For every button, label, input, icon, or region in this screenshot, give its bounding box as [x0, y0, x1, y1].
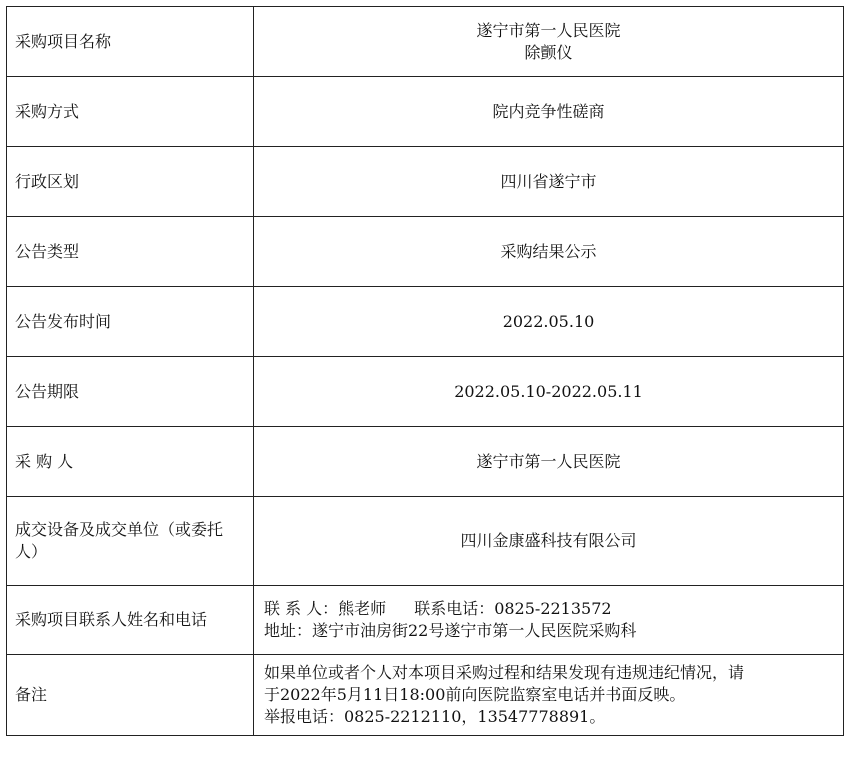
remarks-line-2: 于2022年5月11日18:00前向医院监察室电话并书面反映。 — [264, 685, 686, 704]
project-name-line-2: 除颤仪 — [524, 42, 573, 62]
winning-unit-value: 四川金康盛科技有限公司 — [254, 497, 844, 586]
notice-type-value: 采购结果公示 — [254, 217, 844, 287]
purchaser-value: 遂宁市第一人民医院 — [254, 427, 844, 497]
table-row — [7, 7, 844, 77]
publish-time-value: 2022.05.10 — [254, 287, 844, 357]
procurement-method-value: 院内竞争性磋商 — [254, 77, 844, 147]
table-row — [7, 655, 844, 736]
remarks-label: 备注 — [7, 655, 254, 736]
table-row — [7, 147, 844, 217]
contact-person: 联 系 人：熊老师 — [264, 599, 387, 618]
table-row — [7, 217, 844, 287]
procurement-method-label: 采购方式 — [7, 77, 254, 147]
project-name-label: 采购项目名称 — [7, 7, 254, 77]
table-row — [7, 287, 844, 357]
region-label: 行政区划 — [7, 147, 254, 217]
table-row — [7, 77, 844, 147]
remarks-line-3: 举报电话：0825-2212110，13547778891。 — [264, 707, 606, 726]
notice-type-label: 公告类型 — [7, 217, 254, 287]
publish-time-label: 公告发布时间 — [7, 287, 254, 357]
table-row — [7, 586, 844, 655]
remarks-line-1: 如果单位或者个人对本项目采购过程和结果发现有违规违纪情况，请 — [264, 663, 745, 682]
project-name-value — [254, 7, 844, 77]
purchaser-label: 采 购 人 — [7, 427, 254, 497]
project-name-line-1: 遂宁市第一人民医院 — [476, 20, 621, 40]
contact-line — [264, 598, 835, 620]
winning-unit-label: 成交设备及成交单位（或委托人） — [7, 497, 254, 586]
table-row — [7, 497, 844, 586]
region-value: 四川省遂宁市 — [254, 147, 844, 217]
table-row — [7, 427, 844, 497]
contact-phone: 联系电话：0825-2213572 — [414, 599, 612, 618]
contact-address: 地址：遂宁市油房街22号遂宁市第一人民医院采购科 — [264, 621, 637, 640]
contact-label: 采购项目联系人姓名和电话 — [7, 586, 254, 655]
table-row — [7, 357, 844, 427]
procurement-result-table — [6, 6, 844, 736]
remarks-value — [254, 655, 844, 736]
notice-period-value: 2022.05.10-2022.05.11 — [254, 357, 844, 427]
notice-period-label: 公告期限 — [7, 357, 254, 427]
contact-value — [254, 586, 844, 655]
